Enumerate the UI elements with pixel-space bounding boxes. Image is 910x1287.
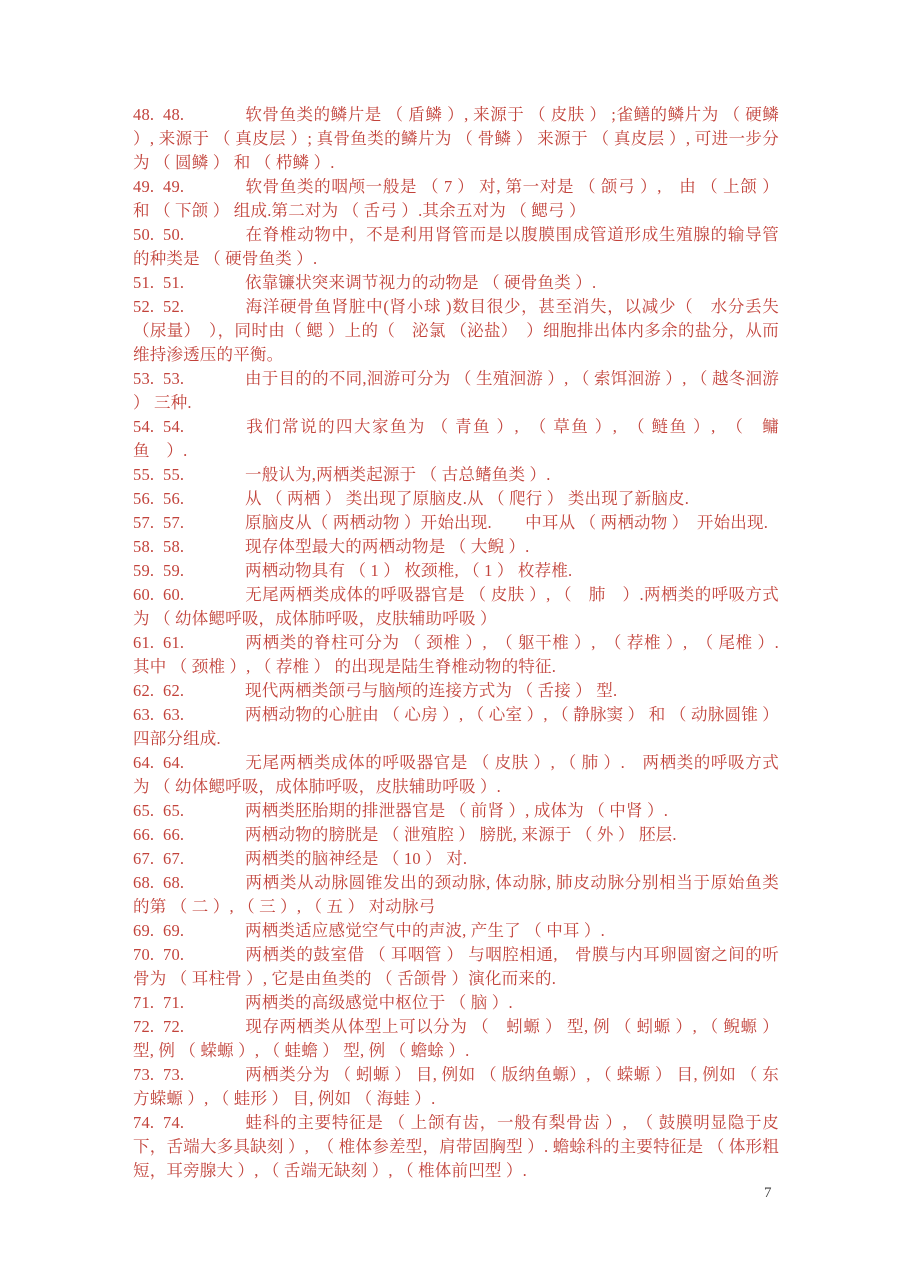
item-number-secondary: 66. (163, 825, 185, 844)
item-text: 在脊椎动物中，不是利用肾管而是以腹膜围成管道形成生殖腺的输导管的种类是 （ 硬骨鱼类 ）. (133, 225, 779, 268)
item-number-primary: 57. (133, 513, 155, 532)
question-item (133, 919, 779, 943)
item-text: 无尾两栖类成体的呼吸器官是 （ 皮肤 ）, （ 肺 ）.两栖类的呼吸方式为 （ 幼体鳃呼吸，成体肺呼吸，皮肤辅助呼吸 ） (133, 585, 779, 628)
item-number-primary: 54. (133, 417, 155, 436)
item-text: 两栖类从动脉圆锥发出的颈动脉, 体动脉, 肺皮动脉分别相当于原始鱼类的第 （ 二 ）, （ 三 ）, （ 五 ） 对动脉弓 (133, 873, 779, 916)
item-text: 原脑皮从（ 两栖动物 ）开始出现. 中耳从 （ 两栖动物 ） 开始出现. (245, 513, 769, 532)
item-number-secondary: 50. (163, 225, 185, 244)
item-number-primary: 60. (133, 585, 155, 604)
item-number-primary: 55. (133, 465, 155, 484)
item-number-secondary: 68. (163, 873, 185, 892)
question-item (133, 103, 779, 175)
item-text: 一般认为,两栖类起源于 （ 古总鳍鱼类 ）. (245, 465, 551, 484)
item-number-secondary: 63. (163, 705, 185, 724)
item-number-primary: 59. (133, 561, 155, 580)
item-text: 两栖类的脊柱可分为 （ 颈椎 ）, （ 躯干椎 ）, （ 荐椎 ）, （ 尾椎 ）. 其中 （ 颈椎 ）, （ 荐椎 ） 的出现是陆生脊椎动物的特征. (133, 633, 779, 676)
item-number-primary: 51. (133, 273, 155, 292)
item-number-secondary: 57. (163, 513, 185, 532)
item-number-primary: 58. (133, 537, 155, 556)
item-number-primary: 48. (133, 105, 155, 124)
question-item (133, 1015, 779, 1063)
item-number-secondary: 48. (163, 105, 185, 124)
item-number-secondary: 55. (163, 465, 185, 484)
question-item (133, 535, 779, 559)
question-item (133, 991, 779, 1015)
item-text: 两栖动物的膀胱是 （ 泄殖腔 ） 膀胱, 来源于 （ 外 ） 胚层. (245, 825, 677, 844)
question-item (133, 223, 779, 271)
item-text: 两栖类适应感觉空气中的声波, 产生了 （ 中耳 ）. (245, 921, 605, 940)
item-text: 两栖动物具有 （ 1 ） 枚颈椎, （ 1 ） 枚荐椎. (245, 561, 573, 580)
item-number-secondary: 53. (163, 369, 185, 388)
questions-list (133, 103, 779, 1183)
question-item (133, 367, 779, 415)
item-number-primary: 56. (133, 489, 155, 508)
item-text: 从 （ 两栖 ） 类出现了原脑皮.从 （ 爬行 ） 类出现了新脑皮. (245, 489, 690, 508)
item-number-secondary: 67. (163, 849, 185, 868)
question-item (133, 679, 779, 703)
item-text: 软骨鱼类的咽颅一般是 （ 7 ） 对, 第一对是 （ 颌弓 ）, 由 （ 上颌 ） 和 （ 下颌 ） 组成.第二对为 （ 舌弓 ）.其余五对为 （ 鳃弓 ） (133, 177, 779, 220)
question-item (133, 463, 779, 487)
item-number-primary: 67. (133, 849, 155, 868)
question-item (133, 943, 779, 991)
item-number-secondary: 56. (163, 489, 185, 508)
item-text: 蛙科的主要特征是 （ 上颌有齿，一般有梨骨齿 ）, （ 鼓膜明显隐于皮下，舌端大多具缺刻 ）, （ 椎体参差型，肩带固胸型 ）. 蟾蜍科的主要特征是 （ 体形粗短，耳旁腺大 ）, （ 舌端无缺刻 ）, （ 椎体前凹型 ）. (133, 1113, 779, 1180)
item-number-primary: 53. (133, 369, 155, 388)
item-text: 两栖类的鼓室借 （ 耳咽管 ） 与咽腔相通, 骨膜与内耳卵圆窗之间的听骨为 （ 耳柱骨 ）, 它是由鱼类的 （ 舌颌骨 ）演化而来的. (133, 945, 779, 988)
item-number-secondary: 74. (163, 1113, 185, 1132)
question-item (133, 1063, 779, 1111)
item-number-primary: 73. (133, 1065, 155, 1084)
item-text: 两栖类分为 （ 蚓螈 ） 目, 例如 （ 版纳鱼螈）, （ 蝾螈 ） 目, 例如 （ 东方蝾螈 ）, （ 蛙形 ） 目, 例如 （ 海蛙 ）. (133, 1065, 779, 1108)
question-item (133, 823, 779, 847)
item-number-primary: 49. (133, 177, 155, 196)
item-number-primary: 63. (133, 705, 155, 724)
item-number-secondary: 51. (163, 273, 185, 292)
page-number: 7 (764, 1185, 772, 1201)
item-number-secondary: 60. (163, 585, 185, 604)
question-item (133, 583, 779, 631)
item-text: 我们常说的四大家鱼为 （ 青鱼 ）, （ 草鱼 ）, （ 鲢鱼 ）, （ 鳙鱼 ）. (133, 417, 779, 460)
question-item (133, 295, 779, 367)
item-number-secondary: 52. (163, 297, 185, 316)
item-number-secondary: 61. (163, 633, 185, 652)
item-text: 两栖类的高级感觉中枢位于 （ 脑 ）. (245, 993, 513, 1012)
item-text: 海洋硬骨鱼肾脏中(肾小球 )数目很少，甚至消失，以减少（ 水分丢失 （尿量） ），同时由（ 鳃 ）上的（ 泌氯 （泌盐） ）细胞排出体内多余的盐分，从而维持渗透压的平衡。 (133, 297, 779, 364)
item-text: 依靠镰状突来调节视力的动物是 （ 硬骨鱼类 ）. (245, 273, 597, 292)
item-text: 由于目的的不同,洄游可分为 （ 生殖洄游 ）, （ 索饵洄游 ）, （ 越冬洄游 ） 三种. (133, 369, 779, 412)
item-text: 现存体型最大的两栖动物是 （ 大鲵 ）. (245, 537, 530, 556)
item-text: 两栖类胚胎期的排泄器官是 （ 前肾 ）, 成体为 （ 中肾 ）. (245, 801, 669, 820)
item-number-primary: 50. (133, 225, 155, 244)
item-number-primary: 61. (133, 633, 155, 652)
item-number-primary: 65. (133, 801, 155, 820)
item-number-secondary: 49. (163, 177, 185, 196)
item-number-secondary: 69. (163, 921, 185, 940)
item-number-secondary: 65. (163, 801, 185, 820)
item-number-secondary: 54. (163, 417, 185, 436)
item-text: 两栖类的脑神经是 （ 10 ） 对. (245, 849, 468, 868)
item-number-primary: 69. (133, 921, 155, 940)
item-text: 无尾两栖类成体的呼吸器官是 （ 皮肤 ）, （ 肺 ）. 两栖类的呼吸方式为 （ 幼体鳃呼吸，成体肺呼吸，皮肤辅助呼吸 ）. (133, 753, 779, 796)
item-number-primary: 74. (133, 1113, 155, 1132)
item-number-secondary: 73. (163, 1065, 185, 1084)
question-item (133, 271, 779, 295)
item-number-secondary: 71. (163, 993, 185, 1012)
question-item (133, 175, 779, 223)
item-number-secondary: 58. (163, 537, 185, 556)
item-text: 两栖动物的心脏由 （ 心房 ）, （ 心室 ）, （ 静脉窦 ） 和 （ 动脉圆锥 ） 四部分组成. (133, 705, 779, 748)
item-number-primary: 66. (133, 825, 155, 844)
question-item (133, 559, 779, 583)
item-number-secondary: 64. (163, 753, 185, 772)
question-item (133, 631, 779, 679)
item-text: 现存两栖类从体型上可以分为 （ 蚓螈 ） 型, 例 （ 蚓螈 ）, （ 鲵螈 ） 型, 例 （ 蝾螈 ）, （ 蛙蟾 ） 型, 例 （ 蟾蜍 ）. (133, 1017, 779, 1060)
item-text: 现代两栖类颌弓与脑颅的连接方式为 （ 舌接 ） 型. (245, 681, 618, 700)
question-item (133, 871, 779, 919)
item-number-primary: 62. (133, 681, 155, 700)
item-text: 软骨鱼类的鳞片是 （ 盾鳞 ）, 来源于 （ 皮肤 ） ;雀鳝的鳞片为 （ 硬鳞 ）, 来源于 （ 真皮层 ）; 真骨鱼类的鳞片为 （ 骨鳞 ） 来源于 （ 真皮层 ）, 可进一步分为 （ 圆鳞 ） 和 （ 栉鳞 ）. (133, 105, 779, 172)
item-number-primary: 64. (133, 753, 155, 772)
question-item (133, 751, 779, 799)
item-number-primary: 72. (133, 1017, 155, 1036)
item-number-secondary: 59. (163, 561, 185, 580)
item-number-primary: 52. (133, 297, 155, 316)
question-item (133, 415, 779, 463)
item-number-primary: 68. (133, 873, 155, 892)
question-item (133, 1111, 779, 1183)
question-item (133, 487, 779, 511)
item-number-secondary: 62. (163, 681, 185, 700)
item-number-secondary: 70. (163, 945, 185, 964)
question-item (133, 799, 779, 823)
item-number-primary: 70. (133, 945, 155, 964)
item-number-secondary: 72. (163, 1017, 185, 1036)
question-item (133, 511, 779, 535)
question-item (133, 847, 779, 871)
question-item (133, 703, 779, 751)
item-number-primary: 71. (133, 993, 155, 1012)
